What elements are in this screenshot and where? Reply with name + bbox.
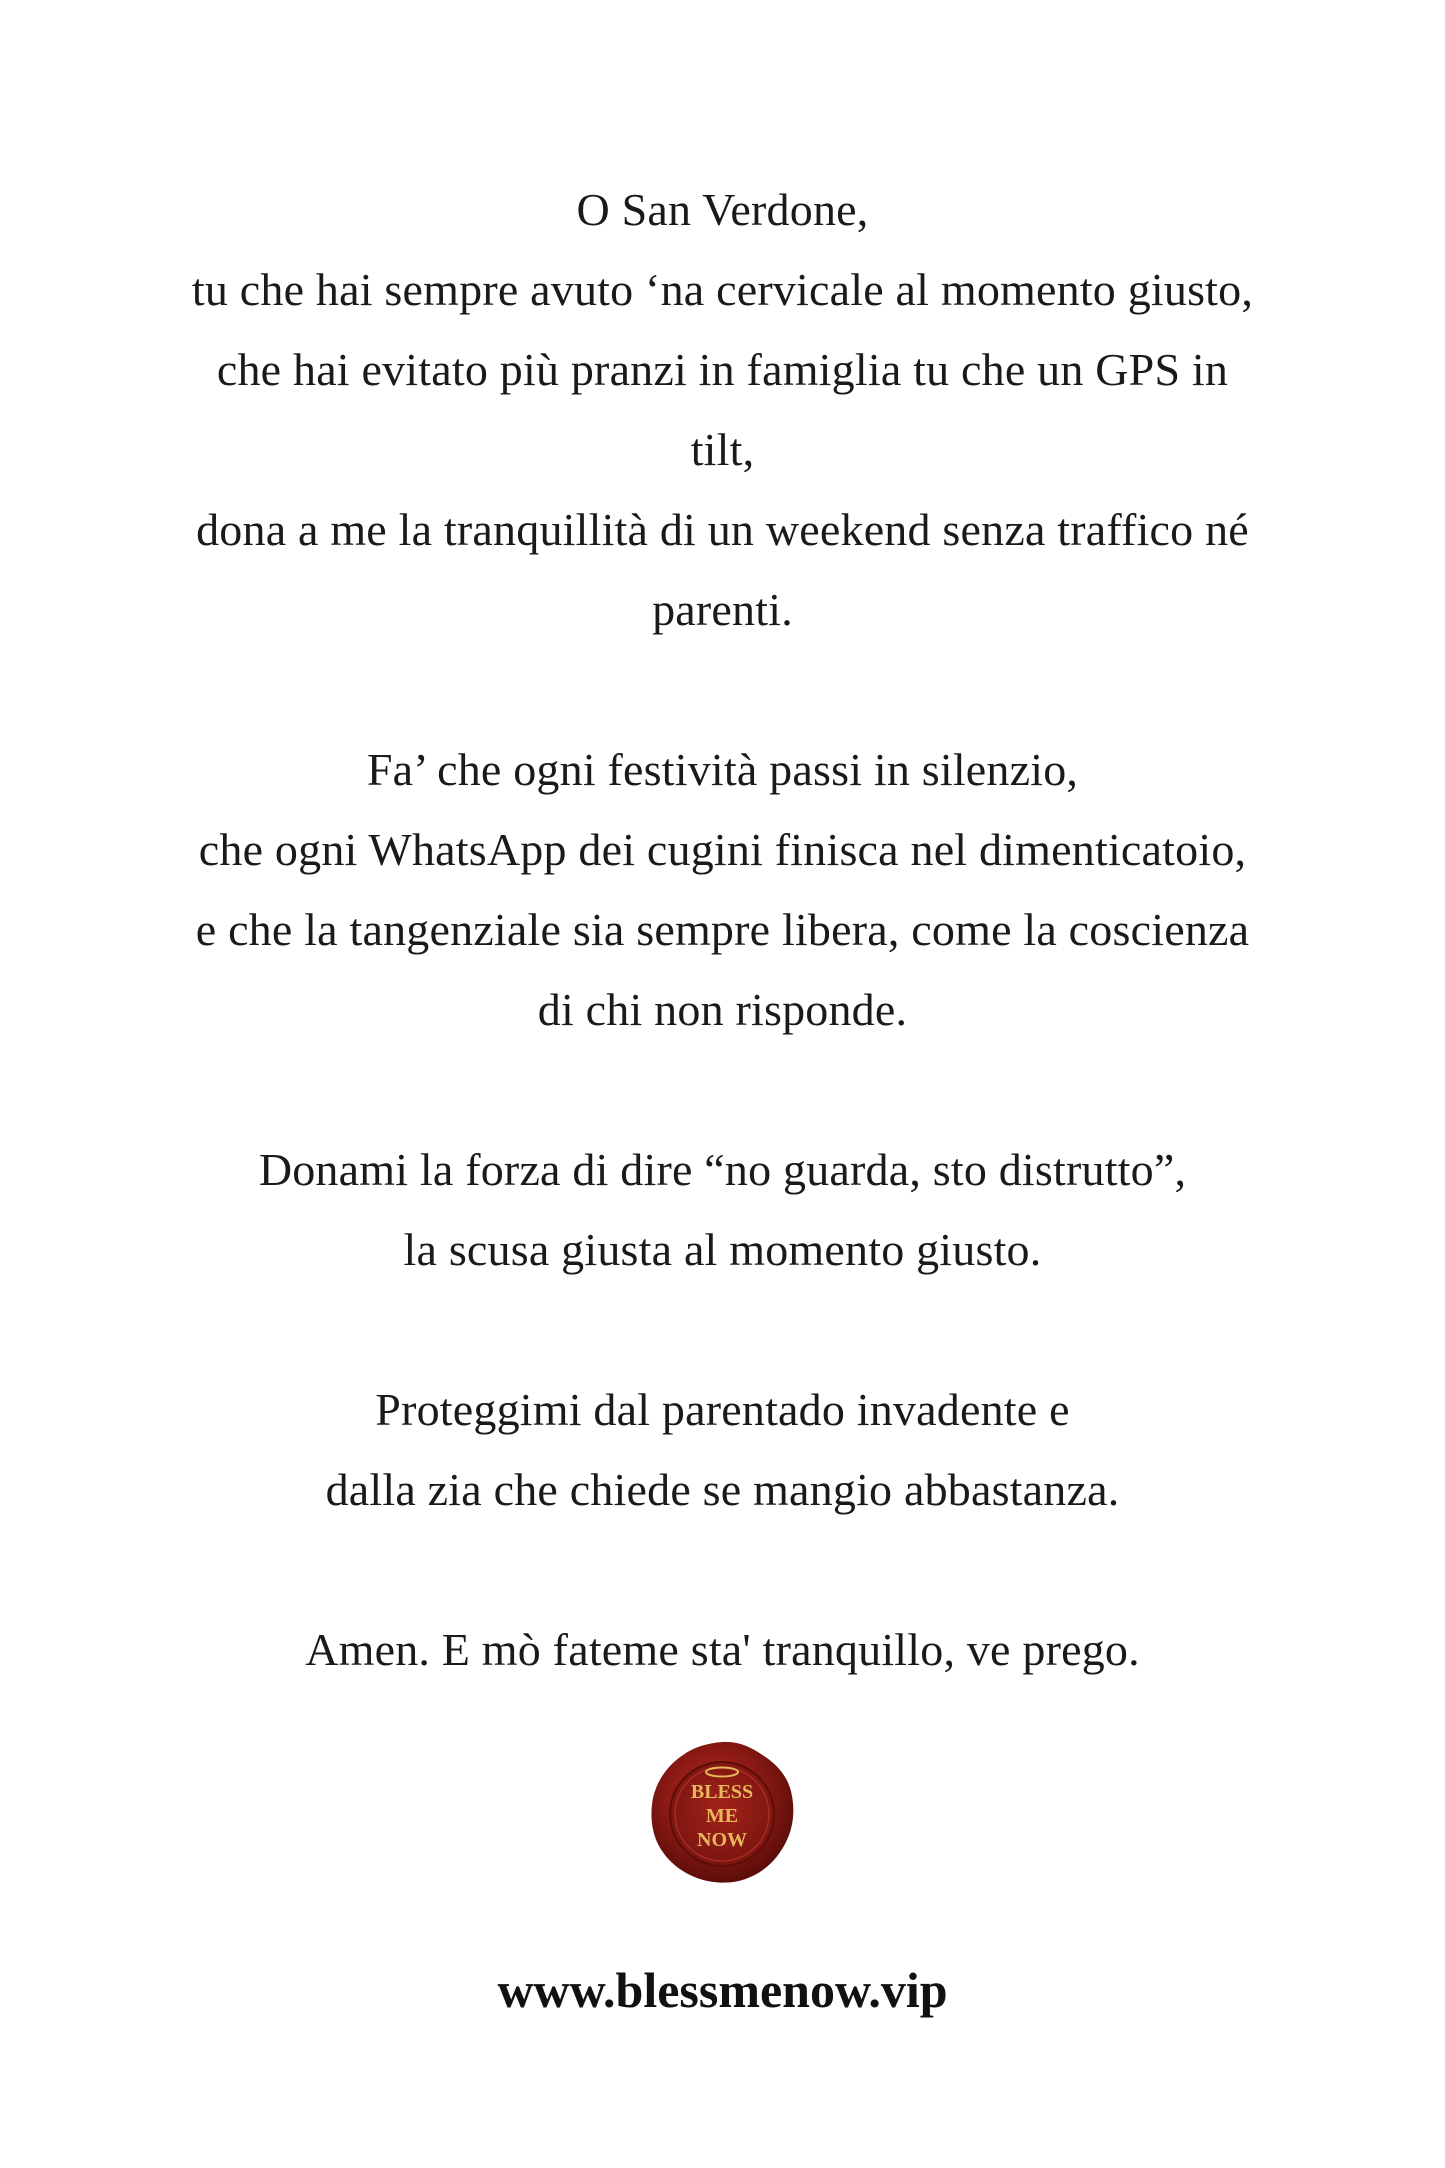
prayer-line: Proteggimi dal parentado invadente e: [375, 1384, 1070, 1435]
prayer-line: dona a me la tranquillità di un weekend senza traffico né: [196, 504, 1249, 555]
prayer-line: Fa’ che ogni festività passi in silenzio,: [366, 744, 1079, 795]
wax-seal-graphic: [648, 1738, 796, 1886]
seal-text-line-2: ME: [705, 1805, 739, 1827]
prayer-stanza-4: [0, 1370, 1445, 1530]
seal-text-line-3: NOW: [697, 1829, 747, 1851]
prayer-line: che hai evitato più pranzi in famiglia tu che un GPS in: [216, 344, 1229, 395]
prayer-line: tilt,: [690, 424, 755, 475]
prayer-stanza-3: [0, 1130, 1445, 1290]
prayer-line: Donami la forza di dire “no guarda, sto distrutto”,: [258, 1144, 1187, 1195]
prayer-line: che ogni WhatsApp dei cugini finisca nel dimenticatoio,: [198, 824, 1247, 875]
prayer-line: dalla zia che chiede se mangio abbastanza.: [325, 1464, 1120, 1515]
prayer-line: tu che hai sempre avuto ‘na cervicale al momento giusto,: [191, 264, 1254, 315]
prayer-stanza-5: [0, 1610, 1445, 1690]
wax-seal-icon: [648, 1738, 796, 1886]
prayer-text: [0, 170, 1445, 1770]
prayer-line: O San Verdone,: [576, 184, 869, 235]
prayer-stanza-2: [0, 730, 1445, 1050]
prayer-line: Amen. E mò fateme sta' tranquillo, ve prego.: [305, 1624, 1140, 1675]
seal-text-line-1: BLESS: [690, 1781, 754, 1803]
prayer-line: parenti.: [652, 584, 793, 635]
prayer-line: di chi non risponde.: [537, 984, 908, 1035]
website-url[interactable]: www.blessmenow.vip: [497, 1962, 948, 2018]
prayer-line: la scusa giusta al momento giusto.: [403, 1224, 1042, 1275]
prayer-line: e che la tangenziale sia sempre libera, come la coscienza: [195, 904, 1250, 955]
prayer-stanza-1: [0, 170, 1445, 650]
